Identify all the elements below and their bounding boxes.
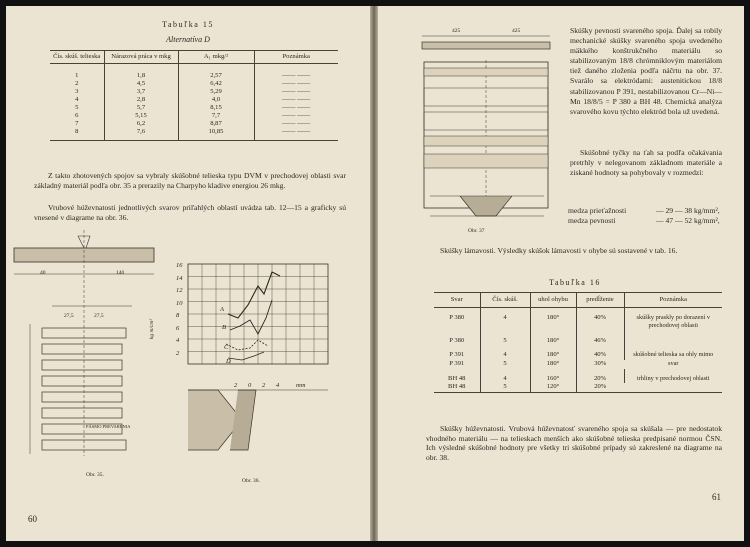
t15-cell: 7,6	[104, 128, 178, 140]
t15-cell: 1	[50, 64, 104, 81]
t15-cell: 2,57	[178, 64, 254, 81]
fig36-curve-label: D	[226, 358, 231, 365]
t15-cell: —— ——	[282, 96, 311, 103]
table-row	[50, 128, 338, 140]
t16-cell: 20%	[594, 383, 607, 391]
t15-cell: 8,15	[178, 104, 254, 112]
fig36-curve-label: A	[220, 306, 224, 313]
table15	[50, 50, 338, 141]
t16-header: uhol ohybu	[530, 293, 576, 308]
t16-cell: BH 48	[434, 369, 480, 384]
book-spine	[370, 6, 378, 541]
t16-header: Svar	[434, 293, 480, 308]
fig36-xlabel: mm	[296, 382, 306, 389]
t16-cell: 40%	[576, 308, 624, 331]
limit-value: — 29 — 38 kg/mm²,	[656, 206, 720, 215]
t15-cell: 5,15	[104, 112, 178, 120]
t16-cell: 46%	[576, 331, 624, 346]
fig36-xtick: 0	[248, 382, 252, 389]
left-page	[6, 6, 370, 541]
t15-cell: 8	[50, 128, 104, 140]
t15-cell: 1,8	[104, 64, 178, 81]
fig36-xtick: 4	[276, 382, 280, 389]
right-page	[378, 6, 744, 541]
table-row	[50, 64, 338, 81]
table-row	[434, 308, 722, 331]
fig36-caption: Obr. 36.	[242, 478, 260, 484]
fig36-ytick: 8	[176, 312, 180, 319]
limit-label: medza prieťažnosti	[568, 206, 627, 215]
t16-cell: P 391	[434, 360, 480, 369]
figure-35	[12, 226, 162, 476]
toughness-paragraph: Skúšky húževnatosti. Vrubová húževnatosť svareného spoja sa skúšala — pre nedostatok vhodného materiálu — na telieskach menších ako skúšobné telieska predpisané normou ČSN. Ich výsledné skúšobné hodnoty pre všetky tri skúšobné prípady sú zakreslené na diagrame na obr. 38.	[426, 424, 722, 462]
t15-cell: 7	[50, 120, 104, 128]
fig37-dim: 425	[452, 28, 461, 34]
figure-37	[420, 26, 570, 206]
t15-cell: 6	[50, 112, 104, 120]
page-number: 61	[712, 492, 721, 502]
t15-cell: 3,7	[104, 88, 178, 96]
t15-cell: 4,5	[104, 80, 178, 88]
t15-cell: 4,0	[178, 96, 254, 104]
t15-cell: —— ——	[282, 128, 311, 135]
table-row	[50, 80, 338, 88]
limit-label: medza pevnosti	[568, 216, 616, 225]
table-row	[50, 104, 338, 112]
t16-note	[624, 331, 722, 346]
t15-cell: 5,29	[178, 88, 254, 96]
bend-test-paragraph: Skúšky lámavosti. Výsledky skúšok lámavosti v ohybe sú sostavené v tab. 16.	[440, 246, 678, 255]
t16-note: trhliny v prechodovej oblasti	[636, 374, 710, 382]
table15-title: Tabuľka 15	[162, 20, 214, 29]
table16	[434, 292, 722, 393]
table-row	[434, 331, 722, 346]
t16-cell: 180°	[530, 308, 576, 331]
t15-cell: 5,7	[104, 104, 178, 112]
t16-cell: P 391	[434, 345, 480, 360]
t15-header: Čís. skúš. telieska	[50, 51, 104, 64]
limit-value: — 47 — 52 kg/mm²,	[656, 216, 720, 225]
fig35-dim: 140	[116, 270, 125, 276]
t15-cell: —— ——	[282, 88, 311, 95]
fig35-caption: Obr. 35.	[86, 472, 104, 478]
table-row	[50, 120, 338, 128]
t16-cell: 5	[480, 331, 530, 346]
fig36-ylabel: kg m/cm²	[149, 318, 156, 340]
fig36-xtick: 2	[234, 382, 238, 389]
table-row	[50, 96, 338, 104]
fig37-caption: Obr. 37	[468, 228, 485, 234]
t16-cell: 180°	[530, 345, 576, 360]
t15-cell: 6,2	[104, 120, 178, 128]
t16-cell: 180°	[530, 360, 576, 369]
figure-36	[168, 260, 358, 470]
t16-cell: 4	[480, 369, 530, 384]
strength-test-text	[570, 26, 722, 117]
fig36-ytick: 14	[176, 274, 183, 282]
table-row	[50, 112, 338, 120]
table-row	[434, 345, 722, 360]
t16-cell: 5	[480, 360, 530, 369]
t16-cell: P 380	[434, 308, 480, 331]
table-row	[434, 369, 722, 384]
t15-cell: —— ——	[282, 112, 311, 119]
table-row	[50, 88, 338, 96]
t15-cell: 7,7	[178, 112, 254, 120]
t16-header: Čís. skúš.	[480, 293, 530, 308]
t16-cell: BH 48	[434, 383, 480, 392]
t15-cell: 3	[50, 88, 104, 96]
t16-note: skúšky praskly po dorazení v prechodovej oblasti	[636, 314, 710, 330]
fig36-ytick: 2	[176, 349, 180, 357]
t16-cell: 40%	[576, 345, 624, 360]
t16-cell: 30%	[594, 360, 607, 367]
t15-cell: —— ——	[282, 104, 311, 111]
t16-cell: 20%	[576, 369, 624, 384]
fig36-ytick: 12	[176, 287, 183, 294]
paragraph-1: Z takto zhotovených spojov sa vybraly skúšobné telieska typu DVM v prechodovej oblasti svar základný materiál podľa obr. 35 a prerazily na Charpyho kladive energiou 26 mkg.	[34, 171, 346, 190]
fig36-ytick: 4	[176, 337, 180, 344]
fig35-dim: 27,5	[94, 313, 104, 319]
t15-cell: —— ——	[282, 72, 311, 79]
t15-cell: 10,85	[178, 128, 254, 140]
fig37-dim: 425	[512, 28, 521, 34]
t15-cell: 4	[50, 96, 104, 104]
fig36-ytick: 6	[176, 324, 180, 332]
fig36-ytick: 10	[176, 299, 183, 307]
t16-note: skúšobné telieska sa ohly mimo svar	[633, 351, 714, 367]
t15-cell: —— ——	[282, 120, 311, 127]
strength-test-body: Skúšky pevnosti svareného spoja. Ďalej sa robily mechanické skúšky svareného spoja uvedeného mäkkého konštrukčného materiálu so stabilizovaným 18/8 chrómniklovým materiálom tiež daného zloženia podľa náčrtu na obr. 37. Svarálo sa elektródami: austenitickou 18/8 stabilizovanou P 391, nestabilizovanou Cr—Ni—Mn 18/8/5 = P 380 a BH 48. Chemická analýza svarového kovu týchto elektród bola už uvedená.	[570, 26, 722, 116]
table15-subtitle: Alternatíva D	[166, 35, 210, 44]
t16-header: Poznámka	[624, 293, 722, 308]
fig36-xtick: 2	[262, 382, 266, 389]
t15-cell: 6,42	[178, 80, 254, 88]
table16-title: Tabuľka 16	[549, 278, 601, 287]
t15-header: A₁ mkg/²	[178, 51, 254, 64]
fig35-dim: 40	[40, 270, 46, 276]
fig36-ytick: 16	[176, 262, 183, 269]
fig35-note: PÁSMO PREVARENIA	[86, 424, 131, 429]
t15-cell: 2	[50, 80, 104, 88]
t16-cell: 120°	[530, 383, 576, 392]
t16-cell: P 380	[434, 331, 480, 346]
t15-cell: 5	[50, 104, 104, 112]
t16-cell: 180°	[530, 331, 576, 346]
fig35-dim: 27,5	[64, 313, 74, 319]
paragraph-2: Vrubové húževnatosti jednotlivých svarov priľahlých oblastí uvádza tab. 12—15 a graficky sú vnesené v diagrame na obr. 36.	[34, 203, 346, 222]
t15-cell: 8,87	[178, 120, 254, 128]
t16-cell: 160°	[530, 369, 576, 384]
strength-test-text-2: Skúšobné tyčky na ťah sa podľa očakávania pretrhly v nelegovanom základnom materiále a ziskané hodnoty sa pohybovaly v rozmedzí:	[570, 148, 722, 178]
fig36-curve-label: C	[224, 344, 229, 351]
t16-cell: 5	[480, 383, 530, 392]
t15-cell: 2,8	[104, 96, 178, 104]
page-number: 60	[28, 514, 37, 524]
fig36-curve-label: B	[222, 324, 226, 331]
t15-header: Poznámka	[254, 51, 338, 64]
t15-header: Nárazová práca v mkg	[104, 51, 178, 64]
t16-cell: 4	[480, 345, 530, 360]
t15-cell: —— ——	[282, 80, 311, 87]
t16-cell: 4	[480, 308, 530, 331]
t16-header: predĺženie	[576, 293, 624, 308]
